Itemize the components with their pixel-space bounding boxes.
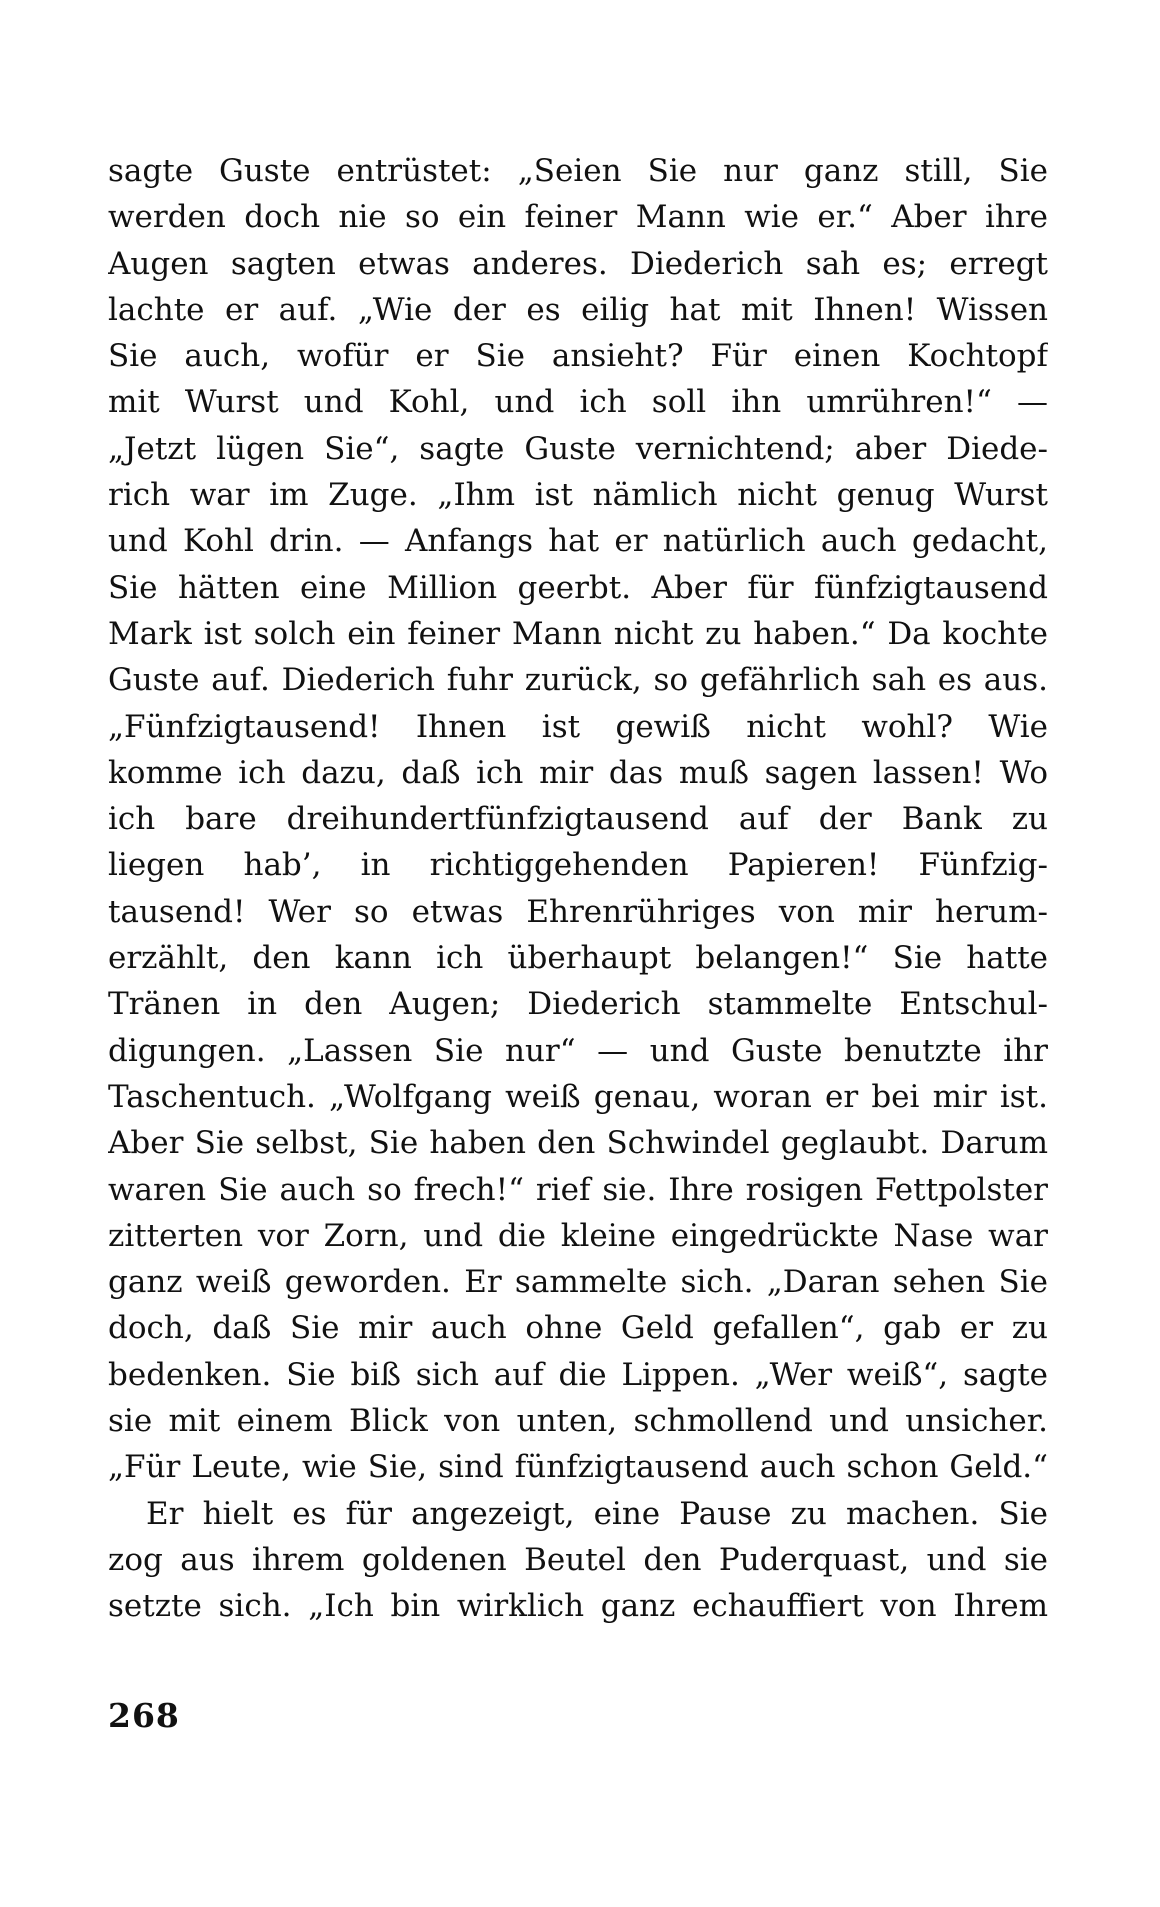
- text-line: Er hielt es für angezeigt, eine Pause zu machen. Sie: [146, 1495, 1048, 1532]
- text-line: bedenken. Sie biß sich auf die Lippen. „Wer weiß“, sagte: [108, 1356, 1048, 1393]
- text-line: ganz weiß geworden. Er sammelte sich. „Daran sehen Sie: [108, 1264, 1048, 1301]
- text-line: sagte Guste entrüstet: „Seien Sie nur ganz still, Sie: [108, 153, 1048, 189]
- text-line: lachte er auf. „Wie der es eilig hat mit Ihnen! Wissen: [108, 291, 1048, 328]
- text-line: komme ich dazu, daß ich mir das muß sagen lassen! Wo: [108, 754, 1048, 791]
- text-line: erzählt, den kann ich überhaupt belangen!“ Sie hatte: [108, 940, 1048, 977]
- text-line: setzte sich. „Ich bin wirklich ganz echauffiert von Ihrem: [108, 1588, 1048, 1625]
- text-line: ich bare dreihundertfünfzigtausend auf der Bank zu: [108, 801, 1048, 838]
- text-line: tausend! Wer so etwas Ehrenrühriges von mir herum-: [108, 893, 1048, 930]
- text-line: sie mit einem Blick von unten, schmollend und unsicher.: [108, 1403, 1048, 1440]
- text-line: Augen sagten etwas anderes. Diederich sah es; erregt: [108, 245, 1048, 282]
- text-line: Mark ist solch ein feiner Mann nicht zu haben.“ Da kochte: [108, 615, 1048, 652]
- page-number: 268: [108, 1696, 180, 1735]
- text-line: Sie hätten eine Million geerbt. Aber für fünfzigtausend: [108, 569, 1048, 606]
- body-text: [108, 148, 1048, 1630]
- text-line: Sie auch, wofür er Sie ansieht? Für einen Kochtopf: [108, 338, 1048, 375]
- text-line: rich war im Zuge. „Ihm ist nämlich nicht genug Wurst: [108, 477, 1048, 514]
- text-line: Taschentuch. „Wolfgang weiß genau, woran er bei mir ist.: [108, 1078, 1048, 1115]
- text-line: zog aus ihrem goldenen Beutel den Puderquast, und sie: [108, 1541, 1048, 1578]
- text-line: werden doch nie so ein feiner Mann wie er.“ Aber ihre: [108, 199, 1048, 236]
- text-line: „Jetzt lügen Sie“, sagte Guste vernichtend; aber Diede-: [108, 430, 1048, 467]
- text-line: liegen hab’, in richtiggehenden Papieren! Fünfzig-: [108, 847, 1048, 884]
- text-line: mit Wurst und Kohl, und ich soll ihn umrühren!“ —: [108, 384, 1048, 421]
- text-line: waren Sie auch so frech!“ rief sie. Ihre rosigen Fettpolster: [108, 1171, 1048, 1208]
- text-line: digungen. „Lassen Sie nur“ — und Guste benutzte ihr: [108, 1032, 1048, 1069]
- text-line: und Kohl drin. — Anfangs hat er natürlich auch gedacht,: [108, 523, 1048, 560]
- text-line: „Fünfzigtausend! Ihnen ist gewiß nicht wohl? Wie: [108, 708, 1048, 745]
- text-line: Aber Sie selbst, Sie haben den Schwindel geglaubt. Darum: [108, 1125, 1048, 1162]
- text-line: doch, daß Sie mir auch ohne Geld gefallen“, gab er zu: [108, 1310, 1048, 1347]
- text-line: Tränen in den Augen; Diederich stammelte Entschul-: [108, 986, 1048, 1023]
- text-line: zitterten vor Zorn, und die kleine eingedrückte Nase war: [108, 1217, 1048, 1254]
- text-line: „Für Leute, wie Sie, sind fünfzigtausend auch schon Geld.“: [108, 1449, 1048, 1486]
- text-line: Guste auf. Diederich fuhr zurück, so gefährlich sah es aus.: [108, 662, 1048, 699]
